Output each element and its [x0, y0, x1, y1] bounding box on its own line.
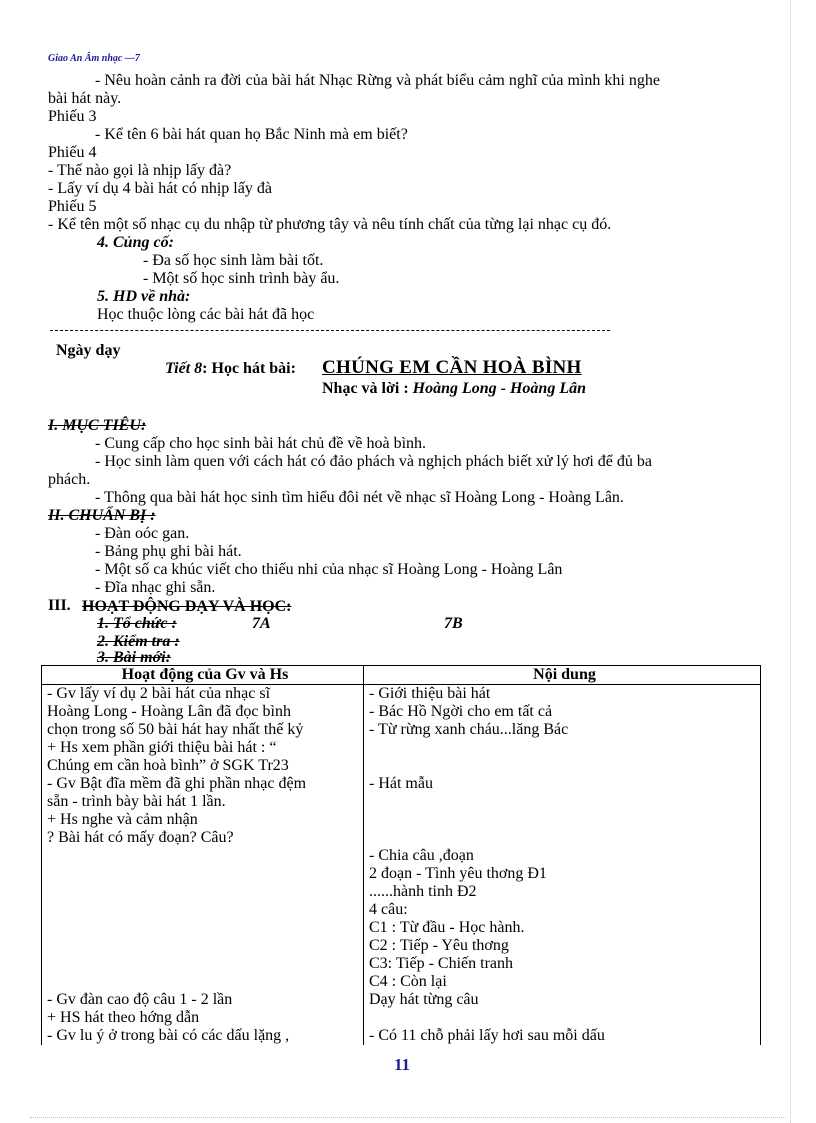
content-line: C4 : Còn lại	[369, 973, 447, 990]
song-title: CHÚNG EM CẦN HOÀ BÌNH	[322, 357, 582, 378]
class-7a: 7A	[252, 615, 271, 632]
table-header-activities: Hoạt động của Gv và Hs	[42, 666, 364, 685]
activities-cell	[42, 685, 364, 1046]
section-muc-tieu: I. MỤC TIÊU:	[48, 417, 147, 434]
page-right-border	[790, 0, 791, 1123]
content-cell	[364, 685, 761, 1046]
content-line	[369, 793, 760, 811]
divider	[50, 330, 610, 331]
section-hoat-dong: HOẠT ĐỘNG DẠY VÀ HỌC:	[82, 598, 292, 615]
content-line: ......hành tinh Đ2	[369, 883, 477, 900]
body-line: Phiếu 5	[48, 198, 97, 215]
lesson-heading	[165, 360, 296, 378]
class-7b: 7B	[444, 615, 463, 632]
activity-line	[47, 919, 363, 937]
body-line: - Đĩa nhạc ghi sẵn.	[95, 579, 216, 596]
kiem-tra: 2. Kiểm tra :	[97, 633, 180, 650]
activity-line: Chúng em cần hoà bình” ở SGK Tr23	[47, 757, 289, 774]
table-row	[42, 685, 761, 1046]
activity-line: chọn trong số 50 bài hát hay nhất thế kỷ	[47, 721, 304, 738]
body-line: bài hát này.	[48, 90, 122, 107]
activity-line: sẵn - trình bày bài hát 1 lần.	[47, 793, 226, 810]
content-line: - Chia câu ,đoạn	[369, 847, 474, 864]
activity-line: Hoàng Long - Hoàng Lân đã đọc bình	[47, 703, 291, 720]
activity-line	[47, 883, 363, 901]
activity-line	[47, 901, 363, 919]
content-line: C3: Tiếp - Chiến tranh	[369, 955, 514, 972]
section-cung-co: 4. Củng cố:	[97, 234, 174, 251]
song-author	[322, 380, 586, 398]
content-line: - Có 11 chỗ phải lấy hơi sau mỗi dấu	[369, 1027, 605, 1044]
content-line: 2 đoạn - Tình yêu thơng Đ1	[369, 865, 547, 882]
activity-line: + HS hát theo hớng dẫn	[47, 1009, 200, 1026]
content-line: - Giới thiệu bài hát	[369, 685, 491, 702]
content-line: - Từ rừng xanh cháu...lăng Bác	[369, 721, 569, 738]
content-line	[369, 811, 760, 829]
activity-line: - Gv đàn cao độ câu 1 - 2 lần	[47, 991, 233, 1008]
author-sep: :	[403, 380, 409, 397]
author-label: Nhạc và lời	[322, 380, 400, 397]
content-line	[369, 1009, 760, 1027]
activity-line	[47, 937, 363, 955]
body-line: phách.	[48, 471, 91, 488]
body-line: - Bảng phụ ghi bài hát.	[95, 543, 242, 560]
content-line	[369, 829, 760, 847]
body-line: Phiếu 3	[48, 108, 97, 125]
activity-line: - Gv Bật đĩa mềm đã ghi phần nhạc đệm	[47, 775, 307, 792]
body-line: Phiếu 4	[48, 144, 97, 161]
lesson-number: Tiết 8	[165, 360, 203, 377]
table-header-content: Nội dung	[364, 666, 761, 685]
body-line: - Một số ca khúc viết cho thiếu nhi của nhạc sĩ Hoàng Long - Hoàng Lân	[95, 561, 563, 578]
content-line: 4 câu:	[369, 901, 408, 918]
body-line: - Đàn oóc gan.	[95, 525, 190, 542]
document-header: Giao An Âm nhạc —7	[48, 53, 140, 64]
to-chuc: 1. Tổ chức :	[97, 615, 177, 632]
body-line: - Học sinh làm quen với cách hát có đảo phách và nghịch phách biết xử lý hơi để đủ ba	[95, 453, 652, 470]
body-line: - Đa số học sinh làm bài tốt.	[143, 252, 324, 269]
content-line: C1 : Từ đầu - Học hành.	[369, 919, 525, 936]
lesson-table	[41, 665, 761, 1045]
body-line: - Cung cấp cho học sinh bài hát chủ đề về hoà bình.	[95, 435, 427, 452]
content-line	[369, 739, 760, 757]
body-line: - Nêu hoàn cảnh ra đời của bài hát Nhạc Rừng và phát biểu cảm nghĩ của mình khi nghe	[95, 72, 660, 89]
section-hoat-dong-number: III.	[48, 597, 71, 614]
table-header-row	[42, 666, 761, 685]
activity-line: - Gv lấy ví dụ 2 bài hát của nhạc sĩ	[47, 685, 271, 702]
content-line: C2 : Tiếp - Yêu thơng	[369, 937, 509, 954]
activity-line: + Hs nghe và cảm nhận	[47, 811, 198, 828]
body-line: - Một số học sinh trình bày ẩu.	[143, 270, 340, 287]
activity-line	[47, 847, 363, 865]
lesson-intro: : Học hát bài:	[202, 360, 296, 377]
content-line: Dạy hát từng câu	[369, 991, 479, 1008]
body-line: - Thông qua bài hát học sinh tìm hiểu đôi nét về nhạc sĩ Hoàng Long - Hoàng Lân.	[95, 489, 624, 506]
page-number: 11	[394, 1055, 411, 1074]
body-line: - Lấy ví dụ 4 bài hát có nhịp lấy đà	[48, 180, 272, 197]
activity-line: + Hs xem phần giới thiệu bài hát : “	[47, 739, 277, 756]
content-line: - Hát mẫu	[369, 775, 433, 792]
activity-line: ? Bài hát có mấy đoạn? Câu?	[47, 829, 234, 846]
section-hd-ve-nha: 5. HD về nhà:	[97, 288, 191, 305]
body-line: - Thế nào gọi là nhịp lấy đà?	[48, 162, 232, 179]
date-label: Ngày dạy	[56, 342, 121, 359]
content-line: - Bác Hồ Ngời cho em tất cả	[369, 703, 553, 720]
activity-line	[47, 865, 363, 883]
activity-line	[47, 973, 363, 991]
body-line: - Kể tên một số nhạc cụ du nhập từ phương tây và nêu tính chất của từng lại nhạc cụ đó.	[48, 216, 612, 233]
section-chuan-bi: II. CHUẨN BỊ :	[48, 507, 156, 524]
page-bottom-border	[30, 1117, 786, 1118]
body-line: Học thuộc lòng các bài hát đã học	[97, 306, 315, 323]
content-line	[369, 757, 760, 775]
author-name: Hoàng Long - Hoàng Lân	[412, 380, 586, 397]
body-line: - Kể tên 6 bài hát quan họ Bắc Ninh mà em biết?	[95, 126, 408, 143]
bai-moi: 3. Bài mới:	[97, 649, 171, 666]
activity-line: - Gv lu ý ở trong bài có các dấu lặng ,	[47, 1027, 290, 1044]
activity-line	[47, 955, 363, 973]
